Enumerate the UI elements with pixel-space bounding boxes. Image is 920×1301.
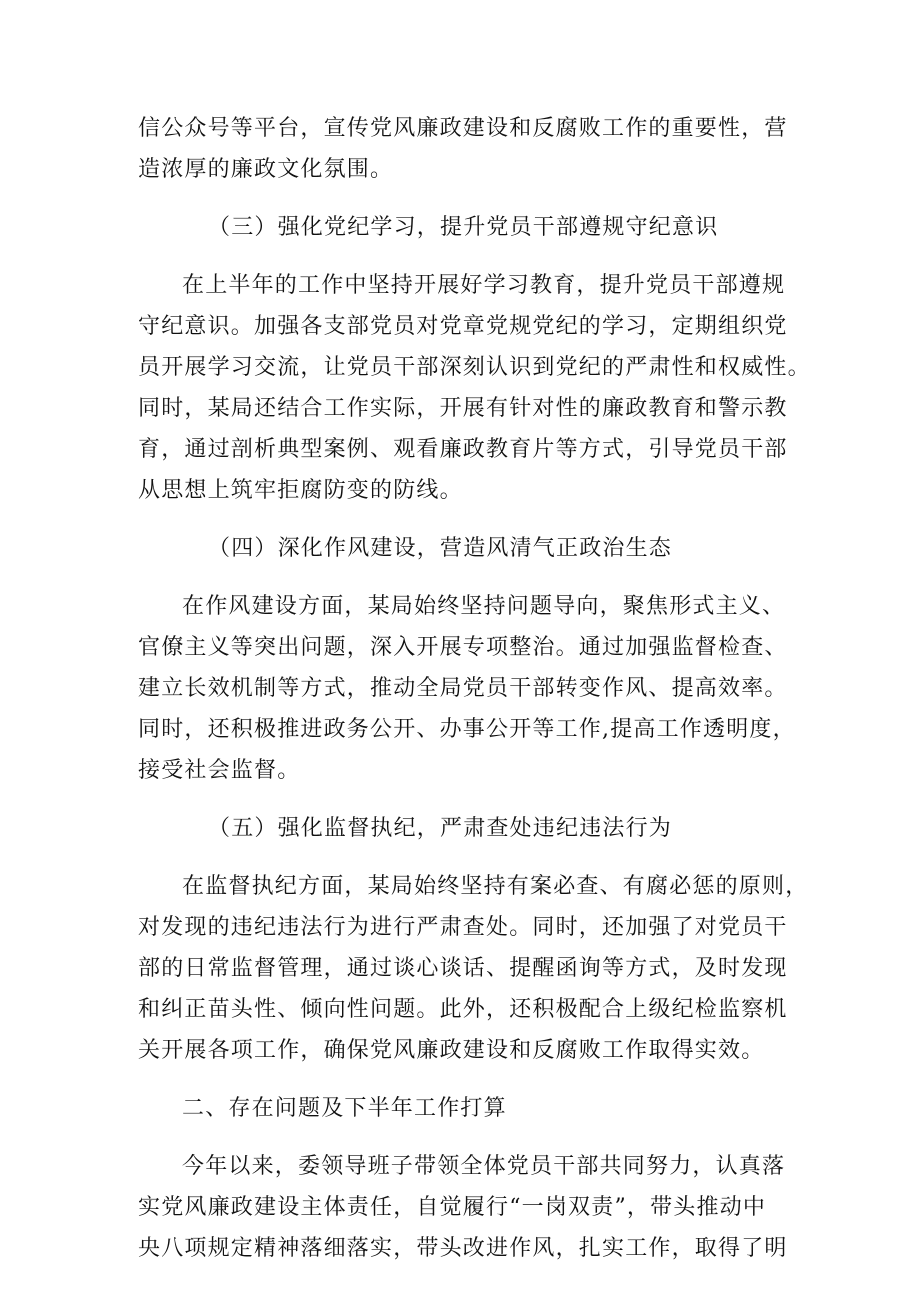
text-line: 员开展学习交流，让党员干部深刻认识到党纪的严肃性和权威性。: [138, 355, 811, 380]
text-line: 在监督执纪方面，某局始终坚持有案必查、有腐必惩的原则，: [182, 874, 809, 899]
heading-text: 二、存在问题及下半年工作打算: [182, 1096, 507, 1121]
text-line: 建立长效机制等方式，推动全局党员干部转变作风、提高效率。: [138, 676, 788, 701]
text-line: 守纪意识。加强各支部党员对党章党规党纪的学习，定期组织党: [138, 314, 788, 339]
text-line: 接受社会监督。: [138, 758, 301, 783]
text-line: 同时，某局还结合工作实际，开展有针对性的廉政教育和警示教: [138, 396, 788, 421]
text-line: 信公众号等平台，宣传党风廉政建设和反腐败工作的重要性，营: [138, 116, 788, 141]
paragraph-continuation: [138, 108, 802, 190]
paragraph-work-style: [138, 586, 802, 791]
text-line: 实党风廉政建设主体责任，自觉履行“一岗双责”，带头推动中: [138, 1195, 767, 1220]
paragraph-supervision: [138, 866, 809, 1071]
text-line: 同时，还积极推进政务公开、办事公开等工作,提高工作透明度，: [138, 717, 796, 742]
text-line: 官僚主义等突出问题，深入开展专项整治。通过加强监督检查、: [138, 635, 788, 660]
text-line: 育，通过剖析典型案例、观看廉政教育片等方式，引导党员干部: [138, 437, 788, 462]
text-line: 造浓厚的廉政文化氛围。: [138, 157, 394, 182]
text-line: 对发现的违纪违法行为进行严肃查处。同时，还加强了对党员干: [138, 915, 788, 940]
text-line: 央八项规定精神落细落实，带头改进作风，扎实工作，取得了明: [138, 1236, 788, 1261]
heading-text: （五）强化监督执纪，严肃查处违纪违法行为: [208, 816, 673, 841]
heading-text: （三）强化党纪学习，提升党员干部遵规守纪意识: [208, 215, 719, 240]
text-line: 和纠正苗头性、倾向性问题。此外，还积极配合上级纪检监察机: [138, 997, 788, 1022]
text-line: 今年以来，委领导班子带领全体党员干部共同努力，认真落: [182, 1154, 786, 1179]
paragraph-summary: [138, 1146, 802, 1269]
text-line: 在上半年的工作中坚持开展好学习教育，提升党员干部遵规: [182, 273, 786, 298]
heading-text: （四）深化作风建设，营造风清气正政治生态: [208, 536, 673, 561]
section-heading-5: [138, 808, 802, 849]
paragraph-discipline-study: [138, 265, 811, 511]
section-heading-3: [138, 207, 802, 248]
text-line: 部的日常监督管理，通过谈心谈话、提醒函询等方式，及时发现: [138, 956, 788, 981]
text-line: 关开展各项工作，确保党风廉政建设和反腐败工作取得实效。: [138, 1038, 765, 1063]
section-heading-two: [138, 1088, 802, 1129]
text-line: 在作风建设方面，某局始终坚持问题导向，聚焦形式主义、: [182, 594, 786, 619]
document-body: [138, 108, 811, 1269]
text-line: 从思想上筑牢拒腐防变的防线。: [138, 478, 463, 503]
section-heading-4: [138, 528, 802, 569]
